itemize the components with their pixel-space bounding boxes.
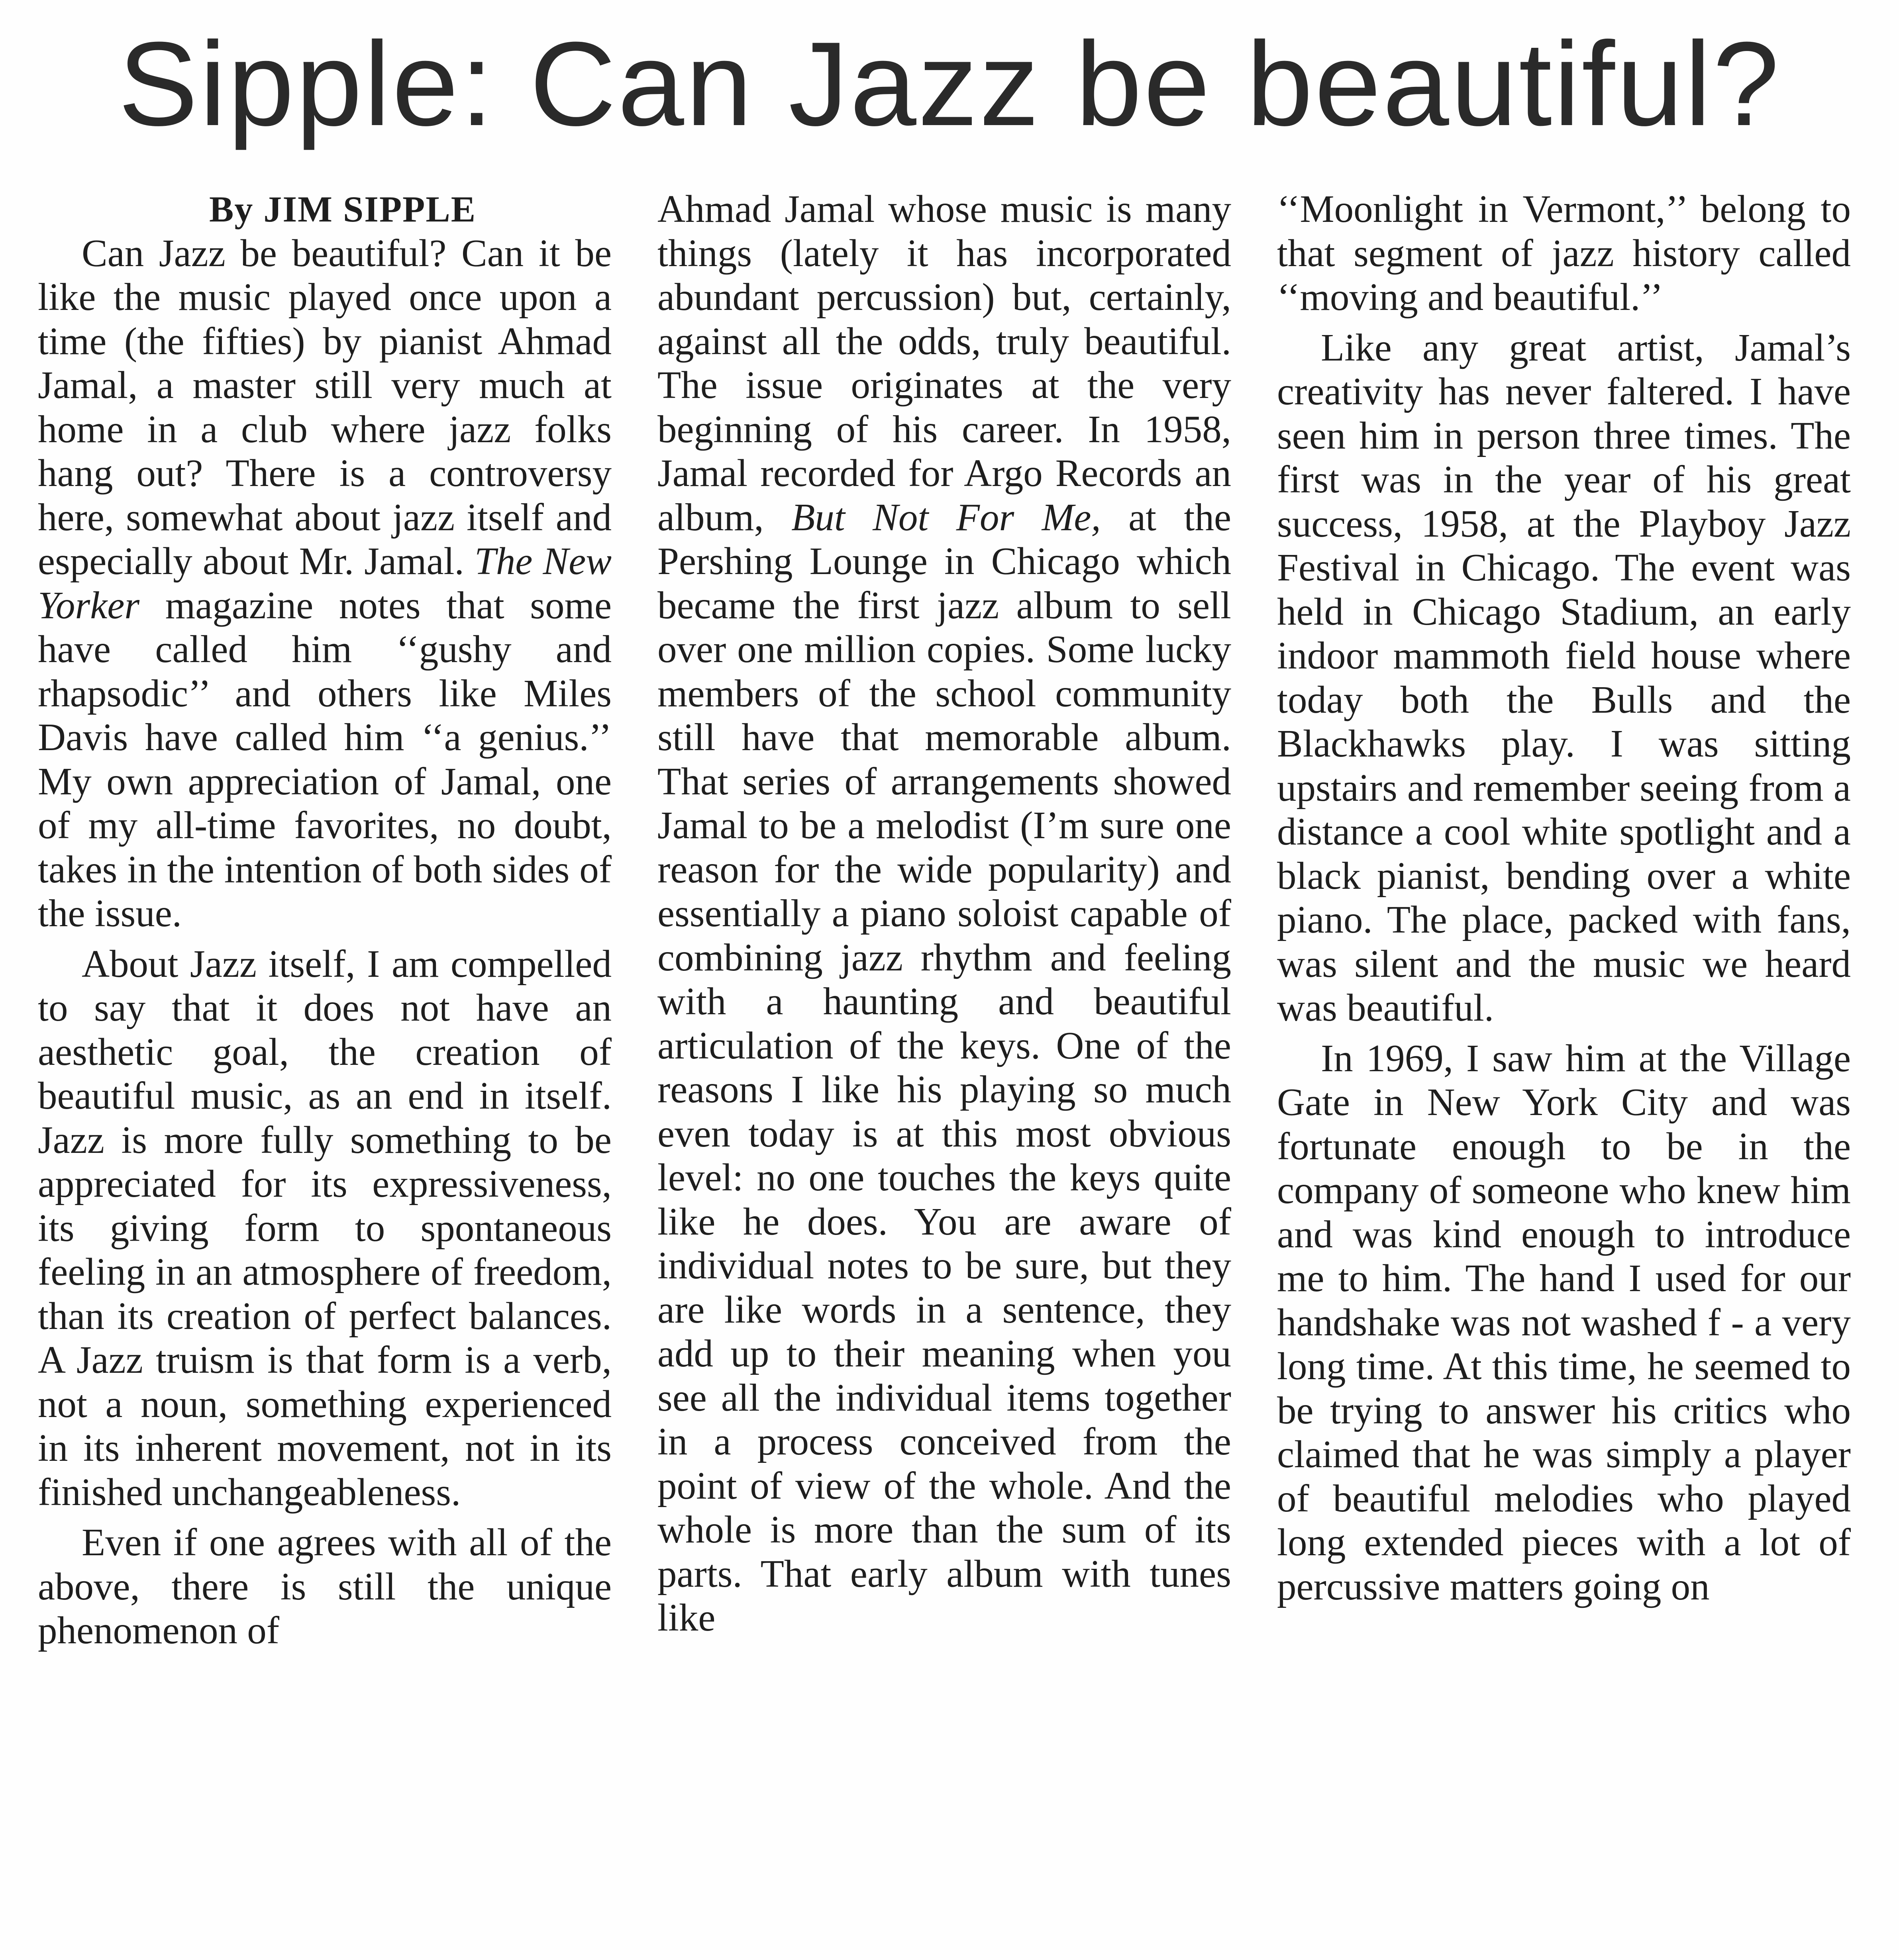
article-column-2 bbox=[657, 187, 1231, 1912]
paragraph-text: Can Jazz be beautiful? Can it be like the music played once upon a time (the fifties) by pianist Ahmad Jamal, a master still very much at home in a club where jazz folks hang out? There is a controversy here, somewhat about jazz itself and especially about Mr. Jamal. bbox=[38, 231, 612, 582]
paragraph: In 1969, I saw him at the Village Gate in New York City and was fortunate enough to be in the company of someone who knew him and was kind enough to introduce me to him. The hand I used for our handshake was not washed f - a very long time. At this time, he seemed to be trying to answer his critics who claimed that he was simply a player of beautiful melodies who played long extended pieces with a lot of percussive matters going on bbox=[1277, 1037, 1851, 1608]
paragraph: ‘‘Moonlight in Vermont,’’ belong to that segment of jazz history called ‘‘moving and beautiful.’’ bbox=[1277, 188, 1851, 318]
publication-title: The New Yorker bbox=[38, 540, 612, 627]
album-title: But Not For Me, bbox=[791, 496, 1101, 539]
paragraph bbox=[657, 187, 1231, 1640]
paragraph: Like any great artist, Jamal’s creativity has never faltered. I have seen him in person three times. The first was in the year of his great success, 1958, at the Playboy Jazz Festival in Chicago. The event was held in Chicago Stadium, an early indoor mammoth field house where today both the Bulls and the Blackhawks play. I was sitting upstairs and remember seeing from a distance a cool white spotlight and a black pianist, bending over a white piano. The place, packed with fans, was silent and the music we heard was beautiful. bbox=[1277, 326, 1851, 1029]
paragraph-text: at the Pershing Lounge in Chicago which became the first jazz album to sell over one million copies. Some lucky members of the school community still have that memorable album. That series of arrangements showed Jamal to be a melodist (I’m sure one reason for the wide popularity) and essentially a piano soloist capable of combining jazz rhythm and feeling with a haunting and beautiful articulation of the keys. One of the reasons I like his playing so much even today is at this most obvious level: no one touches the keys quite like he does. You are aware of individual notes to be sure, but they are like words in a sentence, they add up to their meaning when you see all the individual items together in a process conceived from the point of view of the whole. And the whole is more than the sum of its parts. That early album with tunes like bbox=[657, 496, 1231, 1639]
paragraph: Even if one agrees with all of the above, there is still the unique phenomenon of bbox=[38, 1521, 612, 1652]
byline: By JIM SIPPLE bbox=[209, 189, 477, 229]
article-column-1 bbox=[38, 187, 612, 1912]
paragraph-text: Ahmad Jamal whose music is many things (lately it has incorporated abundant percussion) but, certainly, against all the odds, truly beautiful. The issue originates at the very beginning of his career. In 1958, Jamal recorded for Argo Records an album, bbox=[657, 188, 1231, 539]
article-column-3 bbox=[1277, 187, 1851, 1912]
article-body bbox=[38, 187, 1859, 1912]
paragraph: About Jazz itself, I am compelled to say that it does not have an aesthetic goal, the creation of beautiful music, as an end in itself. Jazz is more fully something to be appreciated for its expressiveness, its giving form to spontaneous feeling in an atmosphere of freedom, than its creation of perfect balances. A Jazz truism is that form is a verb, not a noun, something experienced in its inherent movement, not in its finished unchangeableness. bbox=[38, 942, 612, 1513]
paragraph bbox=[38, 231, 612, 936]
paragraph-text: magazine notes that some have called him ‘‘gushy and rhapsodic’’ and others like Miles Davis have called him ‘‘a genius.’’ My own appreciation of Jamal, one of my all-time favorites, no doubt, takes in the intention of both sides of the issue. bbox=[38, 584, 612, 935]
article-headline: Sipple: Can Jazz be beautiful? bbox=[118, 17, 1781, 151]
